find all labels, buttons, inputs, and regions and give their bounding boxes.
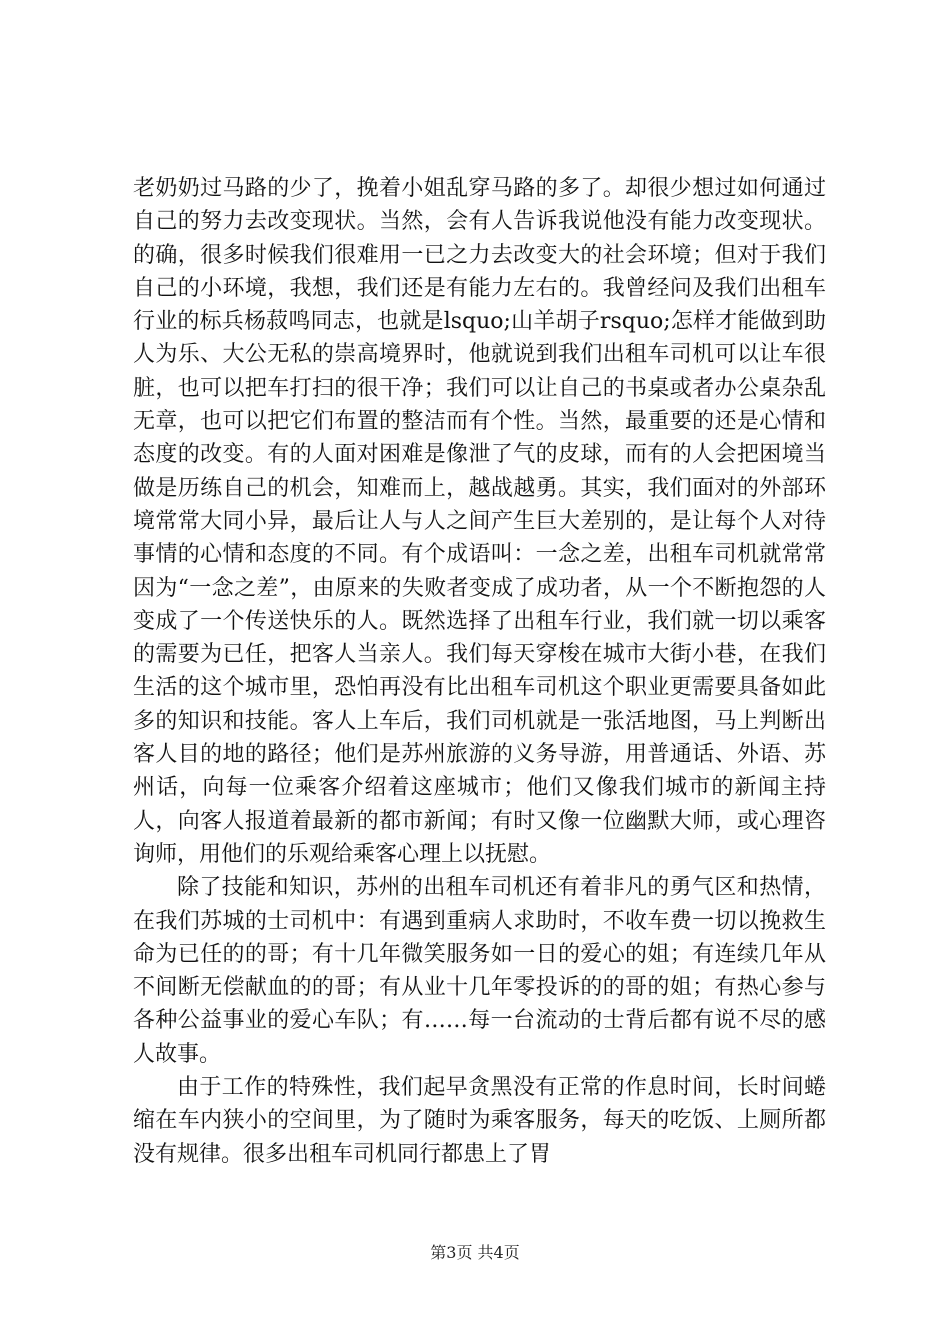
page-footer: 第3页 共4页 (430, 1243, 520, 1262)
paragraph-2: 除了技能和知识，苏州的出租车司机还有着非凡的勇气区和热情，在我们苏城的士司机中：有遇到重病人求助时，不收车费一切以挽救生命为已任的的哥；有十几年微笑服务如一日的爱心的姐；有连续几年从不间断无偿献血的的哥；有从业十几年零投诉的的哥的姐；有热心参与各种公益事业的爱心车队；有……每一台流动的士背后都有说不尽的感人故事。 (133, 875, 826, 1067)
paragraph-3: 由于工作的特殊性，我们起早贪黑没有正常的作息时间，长时间蜷缩在车内狭小的空间里，为了随时为乘客服务，每天的吃饭、上厕所都没有规律。很多出租车司机同行都患上了胃 (133, 1075, 826, 1167)
body-text (133, 172, 826, 1171)
paragraph-1: 老奶奶过马路的少了，挽着小姐乱穿马路的多了。却很少想过如何通过自己的努力去改变现状。当然，会有人告诉我说他没有能力改变现状。的确，很多时候我们很难用一已之力去改变大的社会环境；但对于我们自己的小环境，我想，我们还是有能力左右的。我曾经问及我们出租车行业的标兵杨菽鸣同志，也就是lsquo;山羊胡子rsquo;怎样才能做到助人为乐、大公无私的崇高境界时，他就说到我们出租车司机可以让车很脏，也可以把车打扫的很干净；我们可以让自己的书桌或者办公桌杂乱无章，也可以把它们布置的整洁而有个性。当然，最重要的还是心情和态度的改变。有的人面对困难是像泄了气的皮球，而有的人会把困境当做是历练自己的机会，知难而上，越战越勇。其实，我们面对的外部环境常常大同小异，最后让人与人之间产生巨大差别的，是让每个人对待事情的心情和态度的不同。有个成语叫：一念之差，出租车司机就常常因为“一念之差”，由原来的失败者变成了成功者，从一个不断抱怨的人变成了一个传送快乐的人。既然选择了出租车行业，我们就一切以乘客的需要为已任，把客人当亲人。我们每天穿梭在城市大街小巷，在我们生活的这个城市里，恐怕再没有比出租车司机这个职业更需要具备如此多的知识和技能。客人上车后，我们司机就是一张活地图，马上判断出客人目的地的路径；他们是苏州旅游的义务导游，用普通话、外语、苏州话，向每一位乘客介绍着这座城市；他们又像我们城市的新闻主持人，向客人报道着最新的都市新闻；有时又像一位幽默大师，或心理咨询师，用他们的乐观给乘客心理上以抚慰。 (133, 176, 826, 867)
